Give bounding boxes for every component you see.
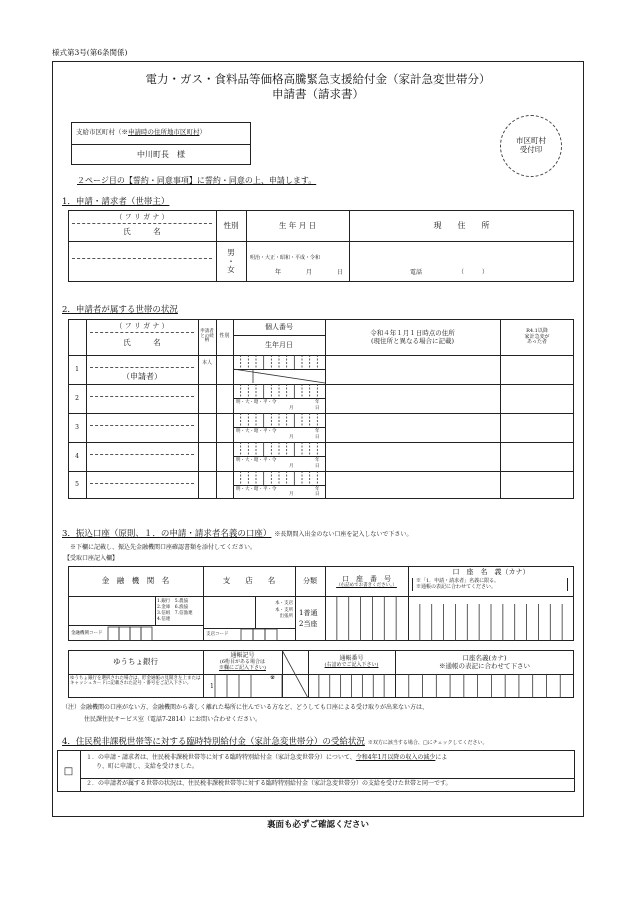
account-type-options[interactable]: 1普通 2当座 [299, 609, 318, 629]
hh-name-header: 氏 名 [123, 338, 161, 348]
bank-type-options[interactable]: 1.銀行 5.農協 2.金庫 6.漁協 3.信組 7.信漁連 4.信連 [157, 599, 193, 622]
hh-day-label: 日 [315, 492, 320, 497]
self-label: 本人 [201, 360, 212, 367]
birth-header: 生 年 月 日 [278, 220, 317, 230]
footnote-line1: （注）金融機関の口座がない方、金融機関から著しく離れた場所に住んでいる方など、どうしても口座による受け取りが出来ない方は、 [62, 704, 429, 711]
birth-day-label: 日 [337, 269, 344, 276]
hh-month-label: 月 [289, 464, 294, 469]
footnote-line2: 住民課住民サービス室（電話7-2814）にお問い合わせください。 [84, 716, 262, 723]
section3-title: 3．振込口座（原則、１．の申請・請求者名義の口座） ※長期間入出金のない口座を記入しないで下さい。 [62, 529, 413, 539]
hh-r4-header: R4.1以降 家計急変が あった者 [524, 327, 550, 346]
symbol-prefix: 1 [210, 683, 214, 690]
row-number: 3 [75, 423, 79, 431]
receipt-box-label: 【受取口座記入欄】 [64, 555, 119, 562]
section2-title: 2．申請者が属する世帯の状況 [62, 305, 178, 315]
page-subtitle: 申請書（請求書） [272, 87, 364, 101]
row-number: 5 [75, 481, 79, 489]
holder-note: ※「1．申請・請求者」名義に限る。 ※通帳の表記に合わせてください。 [412, 578, 568, 591]
bank-name-header: 金 融 機 関 名 [101, 576, 170, 586]
birth-eras: 明治・大正・昭和・平成・令和 [250, 255, 321, 261]
yucho-bank-name: ゆうちょ銀行 [113, 657, 158, 667]
holder-header: 口 座 名 義（カナ） [452, 568, 530, 576]
hh-month-label: 月 [289, 492, 294, 497]
hh-birth-eras: 明・大・昭・平・令 [236, 458, 277, 463]
status-item2: ２．の申請者が属する世帯の状況は、住民税非課税世帯等に対する臨時特別給付金（家計急変世帯分）の支給を受けた世帯と同一です。 [86, 780, 452, 787]
holder2-header: 口座名義(カナ) ※通帳の表記に合わせて下さい [439, 654, 530, 670]
hh-birth-eras: 明・大・昭・平・令 [236, 487, 277, 492]
hh-day-label: 日 [315, 435, 320, 440]
section4-title: 4．住民税非課税世帯等に対する臨時特別給付金（家計急変世帯分）の受給状況 ※双方に該当する場合、□にチェックしてください。 [62, 737, 488, 747]
footer-note: 裏面も必ずご確認ください [266, 820, 369, 830]
row-number: 4 [75, 452, 79, 460]
hh-birth-eras: 明・大・昭・平・令 [236, 429, 277, 434]
sex-header: 性別 [223, 220, 239, 230]
hh-birth-header: 生年月日 [265, 340, 293, 349]
hh-year-label: 年 [315, 400, 320, 405]
phone-label: 電話 [410, 269, 423, 276]
hh-day-label: 日 [315, 406, 320, 411]
acct-number-header: 口 座 番 号 （右詰めでお書きください。） [336, 574, 397, 588]
page-title: 電力・ガス・食料品等価格高騰緊急支援給付金（家計急変世帯分） [145, 72, 491, 86]
form-number: 様式第3号(第6条関係) [52, 48, 128, 57]
asterisk-mark: ※ [270, 674, 276, 681]
number-header: 通帳番号 (右詰めでご記入下さい) [324, 655, 379, 669]
birth-year-label: 年 [275, 269, 282, 276]
symbol-header: 通帳記号 (6桁目がある場合は ※欄にご記入下さい) [219, 652, 266, 671]
hh-furigana-header: （ フ リ ガ ナ ） [115, 321, 169, 330]
furigana-header: （ フ リ ガ ナ ） [115, 212, 169, 221]
hh-year-label: 年 [315, 487, 320, 492]
name-header: 氏 名 [123, 226, 161, 236]
row-number: 2 [75, 394, 79, 402]
hh-sex-header: 性別 [219, 333, 230, 340]
applicant-label: （申請者） [122, 371, 162, 381]
hh-year-label: 年 [315, 458, 320, 463]
section1-title: 1．申請・請求者（世帯主） [62, 197, 170, 207]
hh-birth-eras: 明・大・昭・平・令 [236, 400, 277, 405]
branch-name-header: 支 店 名 [222, 576, 276, 586]
branch-type-options[interactable]: 本・支店 本・支所 出張所 [275, 601, 293, 620]
row-number: 1 [75, 365, 79, 373]
hh-id-header: 個人番号 [265, 322, 293, 331]
hh-month-label: 月 [289, 406, 294, 411]
phone-area-code: （ ） [458, 269, 489, 276]
branch-code-label: 支店コード [206, 632, 229, 637]
hh-relation-header: 申請者との続柄 [200, 328, 214, 344]
hh-year-label: 年 [315, 429, 320, 434]
hh-address-header: 令和４年１月１日時点の住所 (現住所と異なる場合に記載) [370, 329, 455, 345]
status-checkbox[interactable]: □ [63, 765, 74, 777]
sex-options[interactable]: 男 ・ 女 [227, 248, 235, 275]
address-header: 現 住 所 [433, 221, 490, 231]
id-digit-grid [233, 355, 325, 499]
status-item1: １．の申請・請求者は、住民税非課税世帯等に対する臨時特別給付金（家計急変世帯分）について、令和4年1月以降の収入の減少によ り、町に申請し、支給を受けました。 [86, 754, 448, 770]
hh-day-label: 日 [315, 464, 320, 469]
yucho-note: ゆうちょ銀行を選択された場合は、貯金通帳の見開き左上またはキャッシュカードに記載された記号・番号をご記入下さい。 [70, 676, 201, 687]
intro-text: ２ページ目の【誓約・同意事項】に誓約・同意の上、申請します。 [77, 176, 317, 185]
recipient-label: 支給市区町村（※申請時の住所地市区町村） [76, 128, 206, 136]
reception-stamp: 市区町村 受付印 [500, 115, 562, 177]
recipient-name: 中川町長 様 [137, 150, 185, 160]
category-header: 分類 [303, 577, 317, 586]
section3-note: ※下欄に記載し、振込先金融機関口座確認書類を添付してください。 [70, 544, 257, 551]
birth-month-label: 月 [306, 269, 313, 276]
bank-code-label: 金融機関コード [71, 631, 103, 636]
hh-month-label: 月 [289, 435, 294, 440]
